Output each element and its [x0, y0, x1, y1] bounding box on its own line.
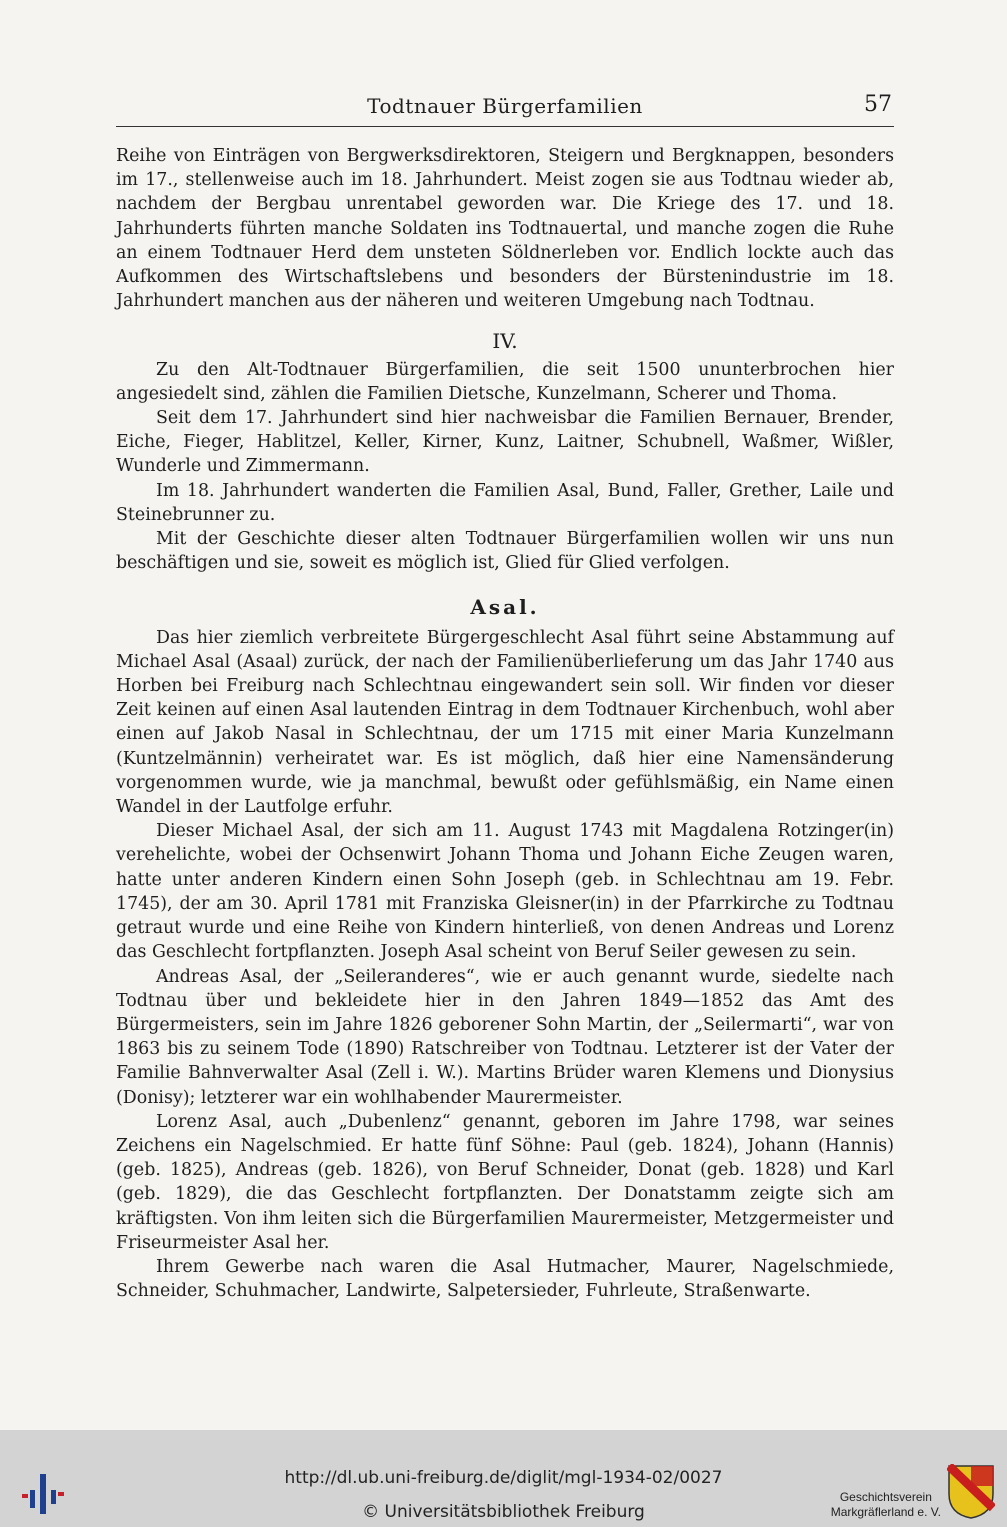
section-heading-asal: Asal.	[470, 595, 540, 620]
viewer-footer	[0, 1430, 1007, 1527]
paragraph: Andreas Asal, der „Seileranderes“, wie er auch genannt wurde, siedelte nach Todtnau über und bekleidete hier in den Jahren 1849—1852 das Amt des Bürgermeisters, sein im Jahre 1826 geborener Sohn Martin, der „Seilermarti“, war von 1863 bis zu seinem Tode (1890) Ratschreiber von Todtnau. Letzterer ist der Vater der Familie Bahnverwalter Asal (Zell i. W.). Martins Brüder waren Klemens und Dionysius (Donisy); letzterer war ein wohlhabender Maurermeister.	[116, 966, 894, 1108]
paragraph: Dieser Michael Asal, der sich am 11. August 1743 mit Magdalena Rotzinger(in) verehelichte, wobei der Ochsenwirt Johann Thoma und Johann Eiche Zeugen waren, hatte unter anderen Kindern einen Sohn Joseph (geb. in Schlechtnau am 19. Febr. 1745), der am 30. April 1781 mit Franziska Gleisner(in) in der Pfarrkirche zu Todtnau getraut wurde und eine Reihe von Kindern hinterließ, von denen Andreas und Lorenz das Geschlecht fortpflanzten. Joseph Asal scheint von Beruf Seiler gewesen zu sein.	[116, 821, 894, 963]
paragraph: Ihrem Gewerbe nach waren die Asal Hutmacher, Maurer, Nagelschmiede, Schneider, Schuhmacher, Landwirte, Salpetersieder, Fuhrleute, Straßenwarte.	[116, 1256, 894, 1302]
page-body	[116, 144, 894, 1303]
paragraph: Zu den Alt-Todtnauer Bürgerfamilien, die seit 1500 ununterbrochen hier angesiedelt sind, zählen die Familien Dietsche, Kunzelmann, Scherer und Thoma.	[116, 359, 894, 404]
paragraph: Das hier ziemlich verbreitete Bürgergeschlecht Asal führt seine Abstammung auf Michael Asal (Asaal) zurück, der nach der Familienüberlieferung um das Jahr 1740 aus Horben bei Freiburg nach Schlechtnau eingewandert sein soll. Wir finden vor dieser Zeit keinen auf einen Asal lautenden Eintrag in dem Todtnauer Kirchenbuch, wohl aber einen auf Jakob Nasal in Schlechtnau, der um 1715 mit einer Maria Kunzelmann (Kuntzelmännin) verheiratet war. Es ist möglich, daß hier eine Namensänderung vorgenommen wurde, wie ja manchmal, bewußt oder gefühlsmäßig, ein Name einen Wandel in der Lautfolge erfuhr.	[116, 627, 894, 818]
paragraph: Im 18. Jahrhundert wanderten die Familien Asal, Bund, Faller, Grether, Laile und Steinebrunner zu.	[116, 480, 894, 525]
society-name-line2: Markgräflerland e. V.	[830, 1505, 941, 1519]
society-name	[831, 1490, 941, 1520]
coat-of-arms-icon	[947, 1464, 995, 1520]
copyright-notice: © Universitätsbibliothek Freiburg	[362, 1502, 645, 1522]
page-header	[116, 92, 894, 127]
paragraph: Lorenz Asal, auch „Dubenlenz“ genannt, geboren im Jahre 1798, war seines Zeichens ein Nagelschmied. Er hatte fünf Söhne: Paul (geb. 1824), Johann (Hannis) (geb. 1825), Andreas (geb. 1826), von Beruf Schneider, Donat (geb. 1828) und Karl (geb. 1829), die das Geschlecht fortpflanzten. Der Donatstamm zeigte sich am kräftigsten. Von ihm leiten sich die Bürgerfamilien Maurermeister, Metzgermeister und Friseurmeister Asal her.	[116, 1111, 894, 1253]
paragraph: Reihe von Einträgen von Bergwerksdirektoren, Steigern und Bergknappen, besonders im 17., stellenweise auch im 18. Jahrhundert. Meist zogen sie aus Todtnau wieder ab, nachdem der Bergbau unrentabel geworden war. Die Kriege des 17. und 18. Jahrhunderts führten manche Soldaten ins Todtnauertal, und manche zogen die Ruhe an einem Todtnauer Herd dem unsteten Söldnerleben vor. Endlich lockte auch das Aufkommen des Wirtschaftslebens und besonders der Bürstenindustrie im 18. Jahrhundert manchen aus der näheren und weiteren Umgebung nach Todtnau.	[116, 146, 894, 312]
society-name-line1: Geschichtsverein	[839, 1490, 932, 1504]
page-number: 57	[864, 92, 892, 117]
running-title: Todtnauer Bürgerfamilien	[367, 94, 643, 118]
section-heading-iv: IV.	[492, 329, 518, 354]
paragraph: Seit dem 17. Jahrhundert sind hier nachweisbar die Familien Bernauer, Brender, Eiche, Fieger, Hablitzel, Keller, Kirner, Kunz, Laitner, Schubnell, Waßmer, Wißler, Wunderle und Zimmermann.	[116, 408, 894, 477]
permalink-url[interactable]: http://dl.ub.uni-freiburg.de/diglit/mgl-1934-02/0027	[284, 1468, 723, 1488]
paragraph: Mit der Geschichte dieser alten Todtnauer Bürgerfamilien wollen wir uns nun beschäftigen und sie, soweit es möglich ist, Glied für Glied verfolgen.	[116, 529, 894, 574]
